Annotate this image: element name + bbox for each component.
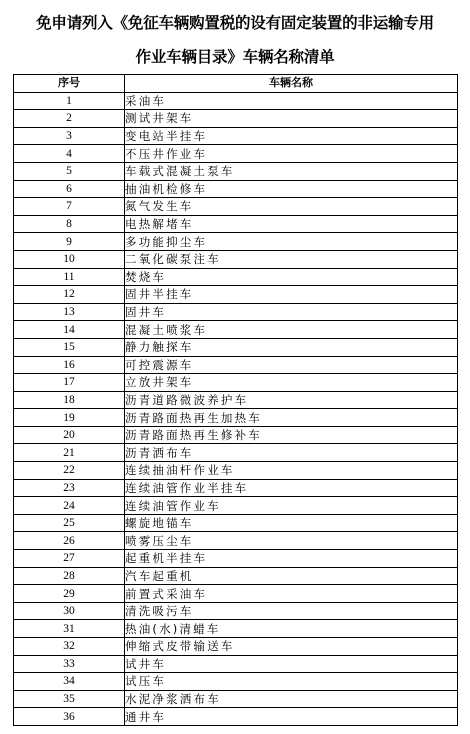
column-header-vehicle-name: 车辆名称 [125,75,458,93]
table-row [14,602,458,620]
table-row [14,338,458,356]
row-number: 16 [14,356,125,374]
row-number: 28 [14,567,125,585]
document-title-line-1: 免申请列入《免征车辆购置税的设有固定装置的非运输专用 [36,14,434,32]
vehicle-name: 测试井架车 [125,110,458,128]
row-number: 14 [14,321,125,339]
row-number: 31 [14,620,125,638]
vehicle-name: 固井半挂车 [125,286,458,304]
vehicle-name: 沥青道路微波养护车 [125,391,458,409]
vehicle-name: 连续抽油杆作业车 [125,462,458,480]
vehicle-name: 前置式采油车 [125,585,458,603]
row-number: 25 [14,514,125,532]
vehicle-name: 混凝土喷浆车 [125,321,458,339]
table-row [14,462,458,480]
table-row [14,92,458,110]
vehicle-name: 采油车 [125,92,458,110]
column-header-number: 序号 [14,75,125,93]
table-row [14,673,458,691]
vehicle-name: 焚烧车 [125,268,458,286]
row-number: 17 [14,374,125,392]
vehicle-name: 不压井作业车 [125,145,458,163]
vehicle-name: 连续油管作业车 [125,497,458,515]
table-row [14,708,458,726]
table-row [14,514,458,532]
vehicle-name: 连续油管作业半挂车 [125,479,458,497]
vehicle-name: 二氧化碳泵注车 [125,250,458,268]
vehicle-name: 氮气发生车 [125,198,458,216]
vehicle-name: 喷雾压尘车 [125,532,458,550]
table-row [14,110,458,128]
table-row [14,303,458,321]
table-row [14,145,458,163]
row-number: 6 [14,180,125,198]
vehicle-name: 沥青路面热再生加热车 [125,409,458,427]
vehicle-name: 清洗吸污车 [125,602,458,620]
row-number: 20 [14,426,125,444]
table-row [14,532,458,550]
vehicle-name: 沥青洒布车 [125,444,458,462]
row-number: 30 [14,602,125,620]
table-row [14,550,458,568]
table-row [14,479,458,497]
row-number: 8 [14,215,125,233]
table-row [14,198,458,216]
row-number: 29 [14,585,125,603]
row-number: 22 [14,462,125,480]
row-number: 2 [14,110,125,128]
row-number: 19 [14,409,125,427]
table-row [14,374,458,392]
vehicle-name: 汽车起重机 [125,567,458,585]
table-row [14,391,458,409]
vehicle-name: 沥青路面热再生修补车 [125,426,458,444]
row-number: 1 [14,92,125,110]
table-body [14,92,458,725]
row-number: 15 [14,338,125,356]
row-number: 10 [14,250,125,268]
vehicle-name: 水泥净浆洒布车 [125,690,458,708]
row-number: 35 [14,690,125,708]
row-number: 9 [14,233,125,251]
vehicle-name: 多功能抑尘车 [125,233,458,251]
vehicle-name: 电热解堵车 [125,215,458,233]
vehicle-name: 可控震源车 [125,356,458,374]
table-row [14,497,458,515]
vehicle-name: 起重机半挂车 [125,550,458,568]
table-row [14,356,458,374]
row-number: 11 [14,268,125,286]
row-number: 21 [14,444,125,462]
row-number: 27 [14,550,125,568]
row-number: 5 [14,162,125,180]
table-row [14,250,458,268]
row-number: 32 [14,638,125,656]
vehicle-name: 车载式混凝土泵车 [125,162,458,180]
table-row [14,321,458,339]
table-row [14,286,458,304]
table-row [14,690,458,708]
table-row [14,409,458,427]
row-number: 24 [14,497,125,515]
table-row [14,444,458,462]
vehicle-name: 热油(水)清蜡车 [125,620,458,638]
table-row [14,215,458,233]
row-number: 34 [14,673,125,691]
vehicle-name: 固井车 [125,303,458,321]
vehicle-name: 变电站半挂车 [125,127,458,145]
table-row [14,426,458,444]
row-number: 33 [14,655,125,673]
vehicle-name: 螺旋地锚车 [125,514,458,532]
vehicle-name: 抽油机检修车 [125,180,458,198]
row-number: 36 [14,708,125,726]
vehicle-name: 伸缩式皮带输送车 [125,638,458,656]
table-row [14,127,458,145]
row-number: 13 [14,303,125,321]
table-row [14,162,458,180]
row-number: 3 [14,127,125,145]
row-number: 18 [14,391,125,409]
row-number: 7 [14,198,125,216]
table-row [14,268,458,286]
table-row [14,655,458,673]
table-row [14,567,458,585]
vehicle-name: 试压车 [125,673,458,691]
table-row [14,180,458,198]
table-row [14,620,458,638]
row-number: 23 [14,479,125,497]
vehicle-name: 通井车 [125,708,458,726]
row-number: 12 [14,286,125,304]
row-number: 26 [14,532,125,550]
vehicle-name: 立放井架车 [125,374,458,392]
row-number: 4 [14,145,125,163]
table-row [14,585,458,603]
table-header-row [14,75,458,93]
vehicle-name: 试井车 [125,655,458,673]
table-row [14,638,458,656]
document-title-line-2: 作业车辆目录》车辆名称清单 [135,48,335,66]
vehicle-name-table [13,74,458,726]
vehicle-name: 静力触探车 [125,338,458,356]
table-row [14,233,458,251]
